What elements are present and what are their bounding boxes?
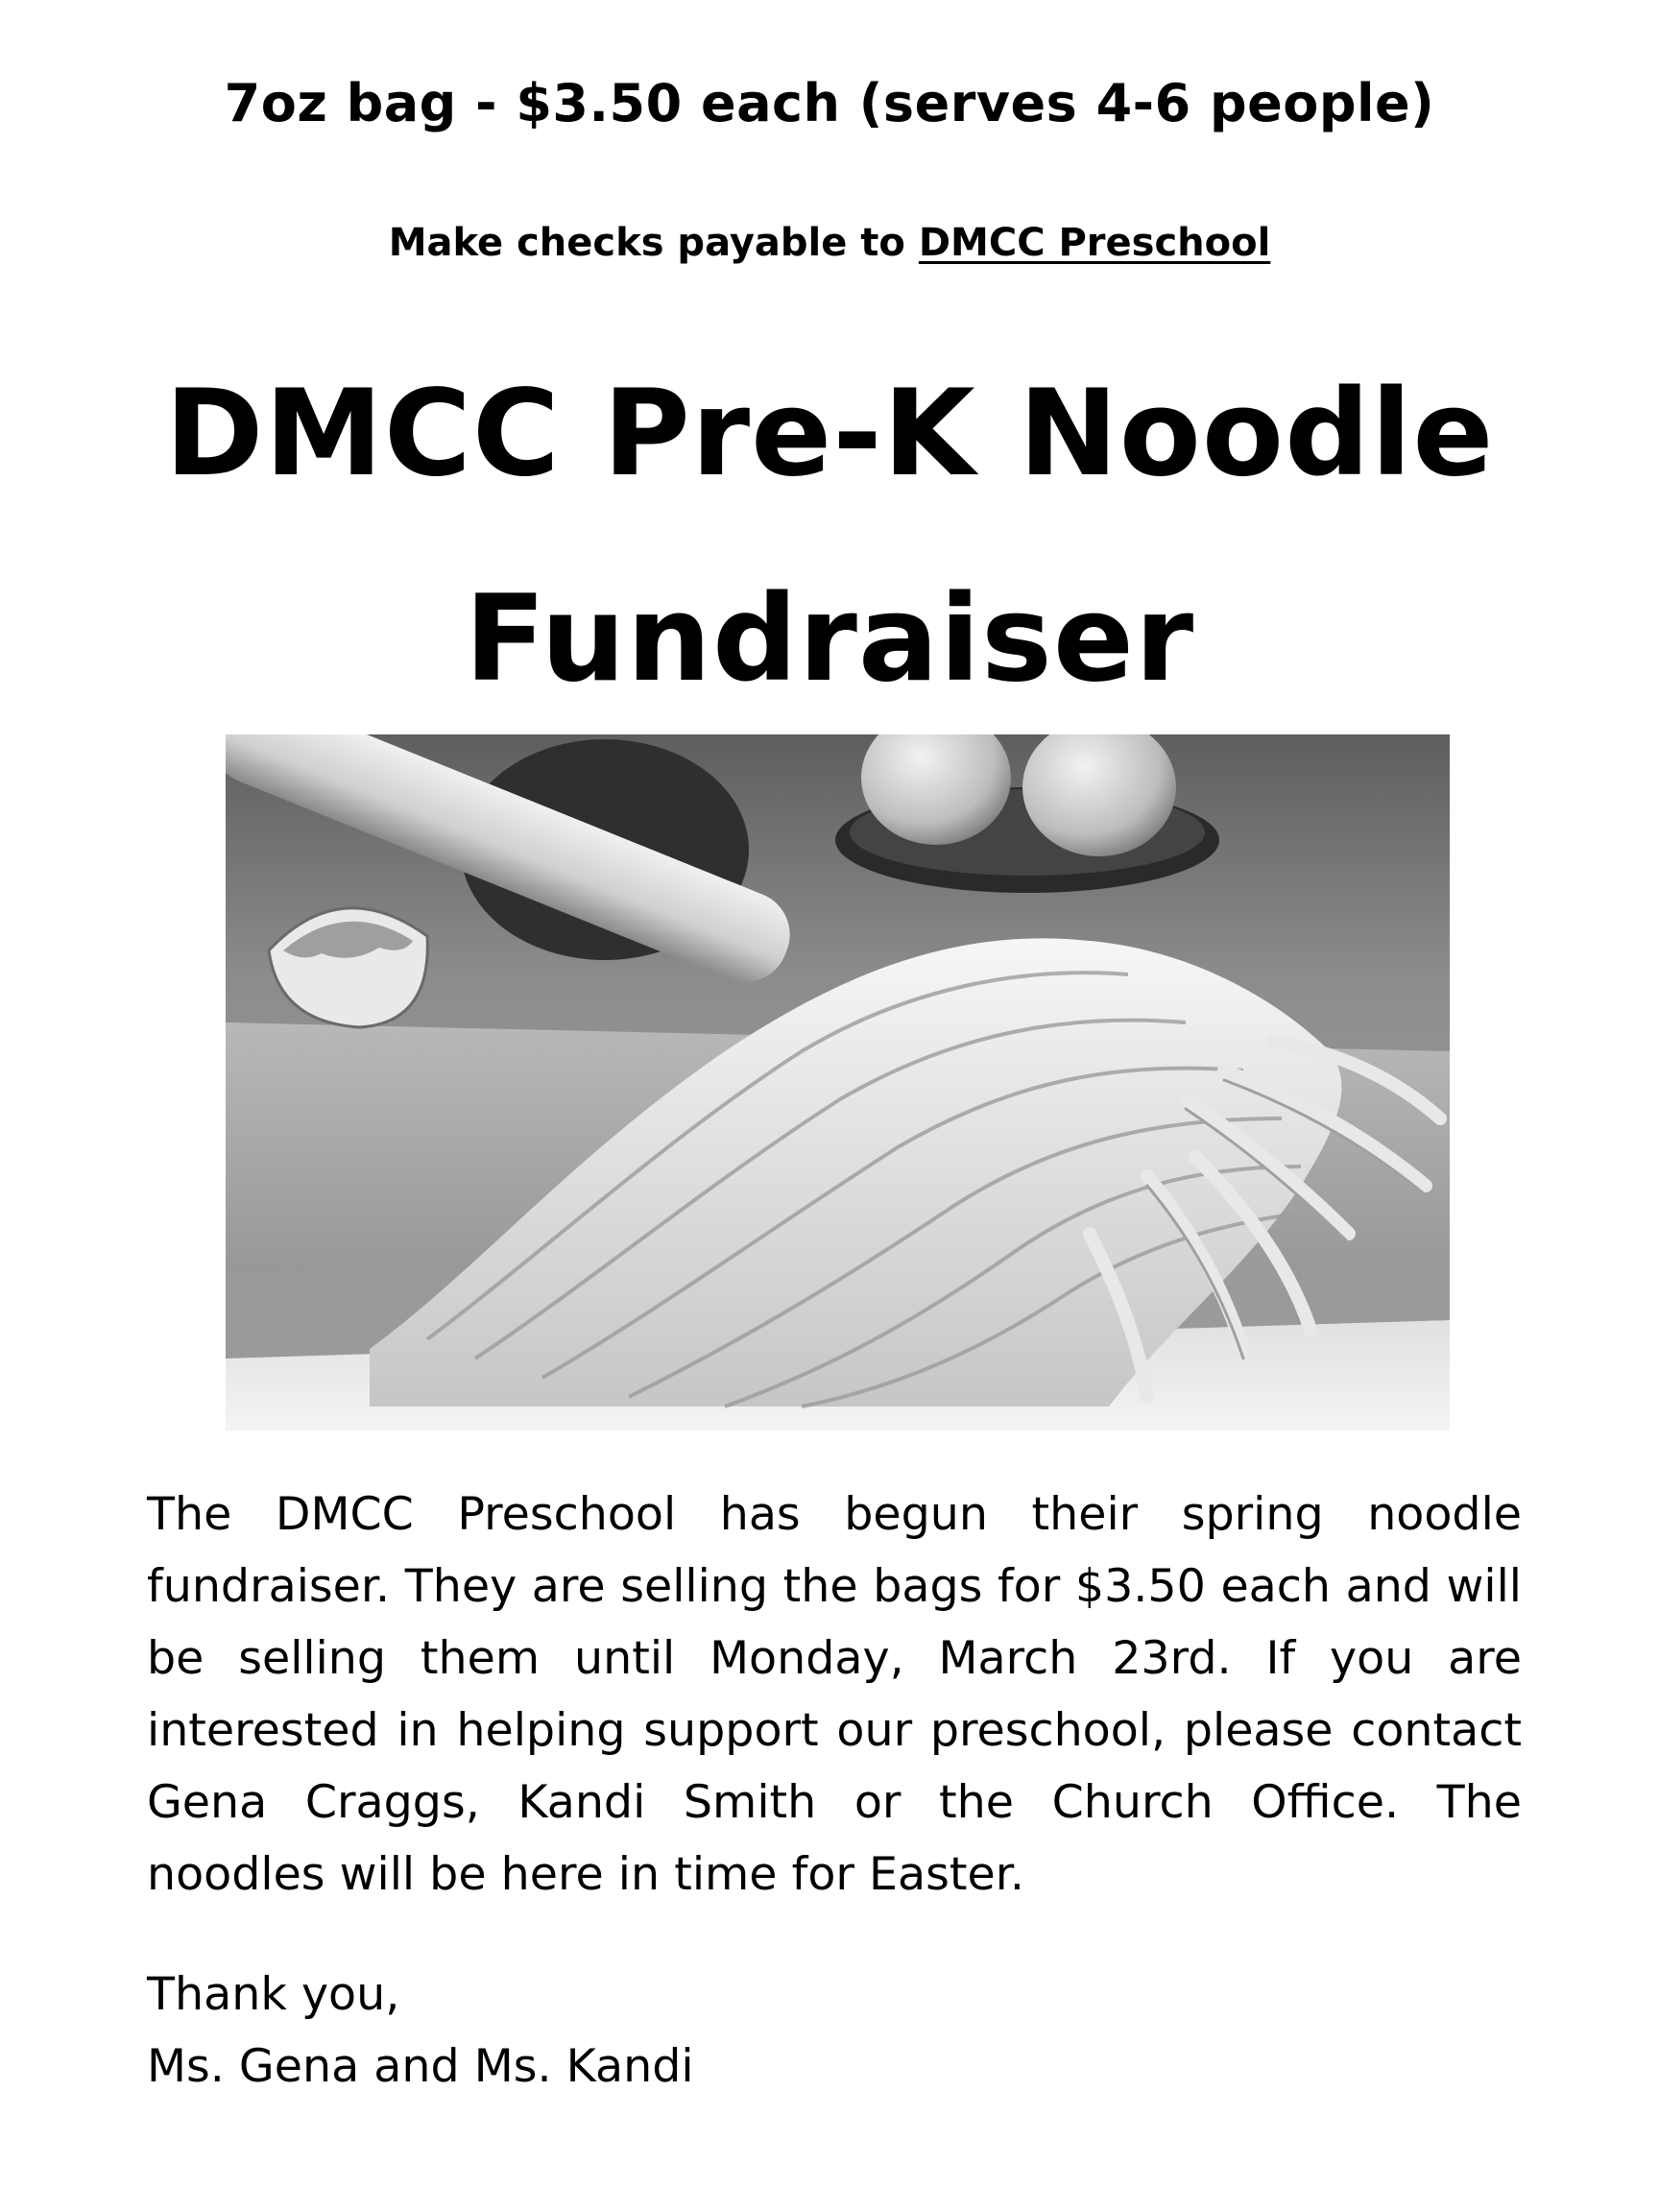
price-line: 7oz bag - $3.50 each (serves 4-6 people) (224, 73, 1435, 133)
body-paragraph: The DMCC Preschool has begun their spring noodle fundraiser. They are selling the bags for $3.50 each and will be selling them until Monday, March 23rd. If you are interested in helping support our preschool, please contact Gena Craggs, Kandi Smith or the Church Office. The noodles will be here in time for Easter. (147, 1488, 1522, 1901)
checks-payable-line (0, 216, 1659, 270)
signers: Ms. Gena and Ms. Kandi (147, 2040, 694, 2093)
title-line-1: DMCC Pre-K Noodle (164, 365, 1495, 503)
signoff (147, 1959, 1299, 2103)
noodles-photo (226, 734, 1450, 1431)
page-title (0, 331, 1659, 742)
title-line-2: Fundraiser (464, 570, 1195, 709)
closing: Thank you, (147, 1968, 400, 2021)
checks-prefix: Make checks payable to (388, 221, 919, 265)
checks-payee: DMCC Preschool (918, 221, 1271, 265)
